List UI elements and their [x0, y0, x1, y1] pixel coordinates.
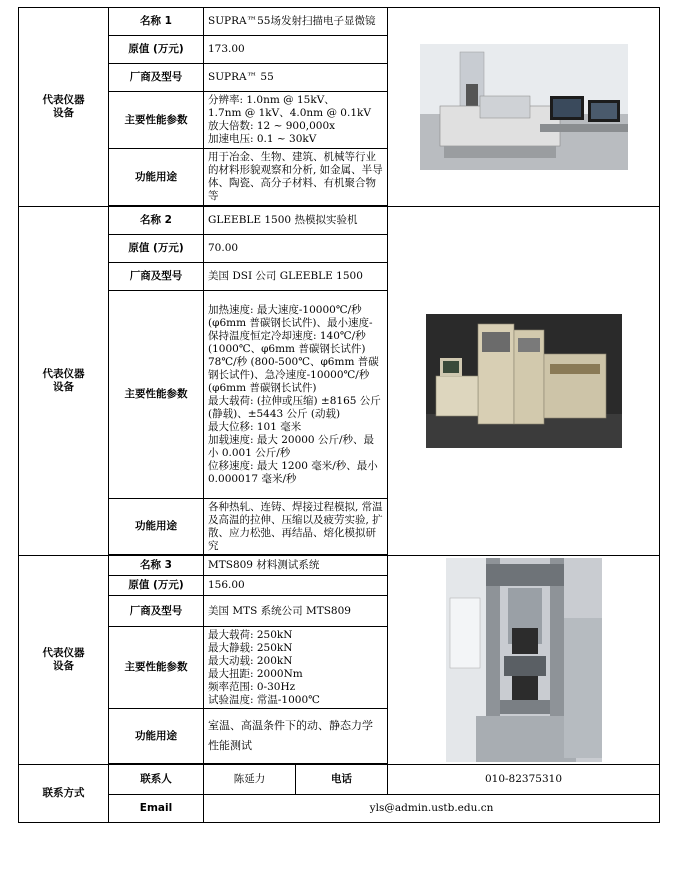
mts-test-system-image — [446, 558, 602, 762]
name-label-3: 名称 3 — [109, 556, 204, 576]
group-label-3: 代表仪器 设备 — [19, 556, 109, 765]
maker-label-1: 厂商及型号 — [109, 64, 204, 92]
gleeble-simulator-image — [426, 314, 622, 448]
func-label-1: 功能用途 — [109, 149, 204, 206]
perf-value-3: 最大载荷: 250kN 最大静载: 250kN 最大动载: 200kN 最大扭距: 2000Nm 频率范围: 0-30Hz 试验温度: 常温-1000℃ — [204, 627, 388, 709]
price-value-2: 70.00 — [204, 235, 388, 263]
perf-value-1: 分辨率: 1.0nm @ 15kV、 1.7nm @ 1kV、4.0nm @ 0.1kV 放大倍数: 12 ~ 900,000x 加速电压: 0.1 ~ 30kV — [204, 92, 388, 149]
func-label-2: 功能用途 — [109, 499, 204, 555]
maker-value-3: 美国 MTS 系统公司 MTS809 — [204, 596, 388, 627]
perf-label-2: 主要性能参数 — [109, 291, 204, 499]
maker-label-2: 厂商及型号 — [109, 263, 204, 291]
sem-microscope-image — [420, 44, 628, 170]
func-value-2: 各种热轧、连铸、焊接过程模拟, 常温及高温的拉伸、压缩以及疲劳实验, 扩散、应力松弛、再结晶、熔化模拟研究 — [204, 499, 388, 555]
maker-label-3: 厂商及型号 — [109, 596, 204, 627]
name-label-1: 名称 1 — [109, 8, 204, 36]
price-label-3: 原值 (万元) — [109, 576, 204, 596]
name-label-2: 名称 2 — [109, 207, 204, 235]
contact-person-label: 联系人 — [109, 765, 204, 795]
contact-group-label: 联系方式 — [19, 765, 109, 823]
perf-value-2: 加热速度: 最大速度-10000℃/秒 (φ6mm 普碳钢长试件)、最小速度-保持温度恒定冷却速度: 140℃/秒 (1000℃、φ6mm 普碳钢长试件) 78℃/秒 (800-500℃、φ6mm 普碳钢长试件)、急冷速度-10000℃/秒 (φ6mm 普碳钢长试件) 最大载荷: (拉伸或压缩) ±8165 公斤 (静载)、±5443 公斤 (动载) 最大位移: 101 毫米 加载速度: 最大 20000 公斤/秒、最小 0.001 公斤/秒 位移速度: 最大 1200 毫米/秒、最小 0.000017 毫米/秒 — [204, 291, 388, 499]
price-value-3: 156.00 — [204, 576, 388, 596]
contact-email-value: yls@admin.ustb.edu.cn — [204, 795, 660, 823]
func-value-3: 室温、高温条件下的动、静态力学性能测试 — [204, 709, 388, 764]
func-label-3: 功能用途 — [109, 709, 204, 764]
price-label-1: 原值 (万元) — [109, 36, 204, 64]
name-value-1: SUPRA™55场发射扫描电子显微镜 — [204, 8, 388, 36]
maker-value-1: SUPRA™ 55 — [204, 64, 388, 92]
contact-person-value: 陈延力 — [204, 765, 296, 795]
contact-email-label: Email — [109, 795, 204, 823]
price-value-1: 173.00 — [204, 36, 388, 64]
name-value-2: GLEEBLE 1500 热模拟实验机 — [204, 207, 388, 235]
photo-cell-2 — [388, 207, 660, 556]
photo-cell-3 — [388, 556, 660, 765]
instrument-table — [18, 7, 660, 823]
maker-value-2: 美国 DSI 公司 GLEEBLE 1500 — [204, 263, 388, 291]
price-label-2: 原值 (万元) — [109, 235, 204, 263]
photo-cell-1 — [388, 8, 660, 207]
contact-phone-label: 电话 — [296, 765, 388, 795]
perf-label-1: 主要性能参数 — [109, 92, 204, 149]
func-value-1: 用于冶金、生物、建筑、机械等行业的材料形貌观察和分析, 如金属、半导体、陶瓷、高分子材料、有机聚合物等 — [204, 149, 388, 206]
group-label-1: 代表仪器 设备 — [19, 8, 109, 207]
group-label-2: 代表仪器 设备 — [19, 207, 109, 556]
name-value-3: MTS809 材料测试系统 — [204, 556, 388, 576]
contact-phone-value: 010-82375310 — [388, 765, 660, 795]
perf-label-3: 主要性能参数 — [109, 627, 204, 709]
